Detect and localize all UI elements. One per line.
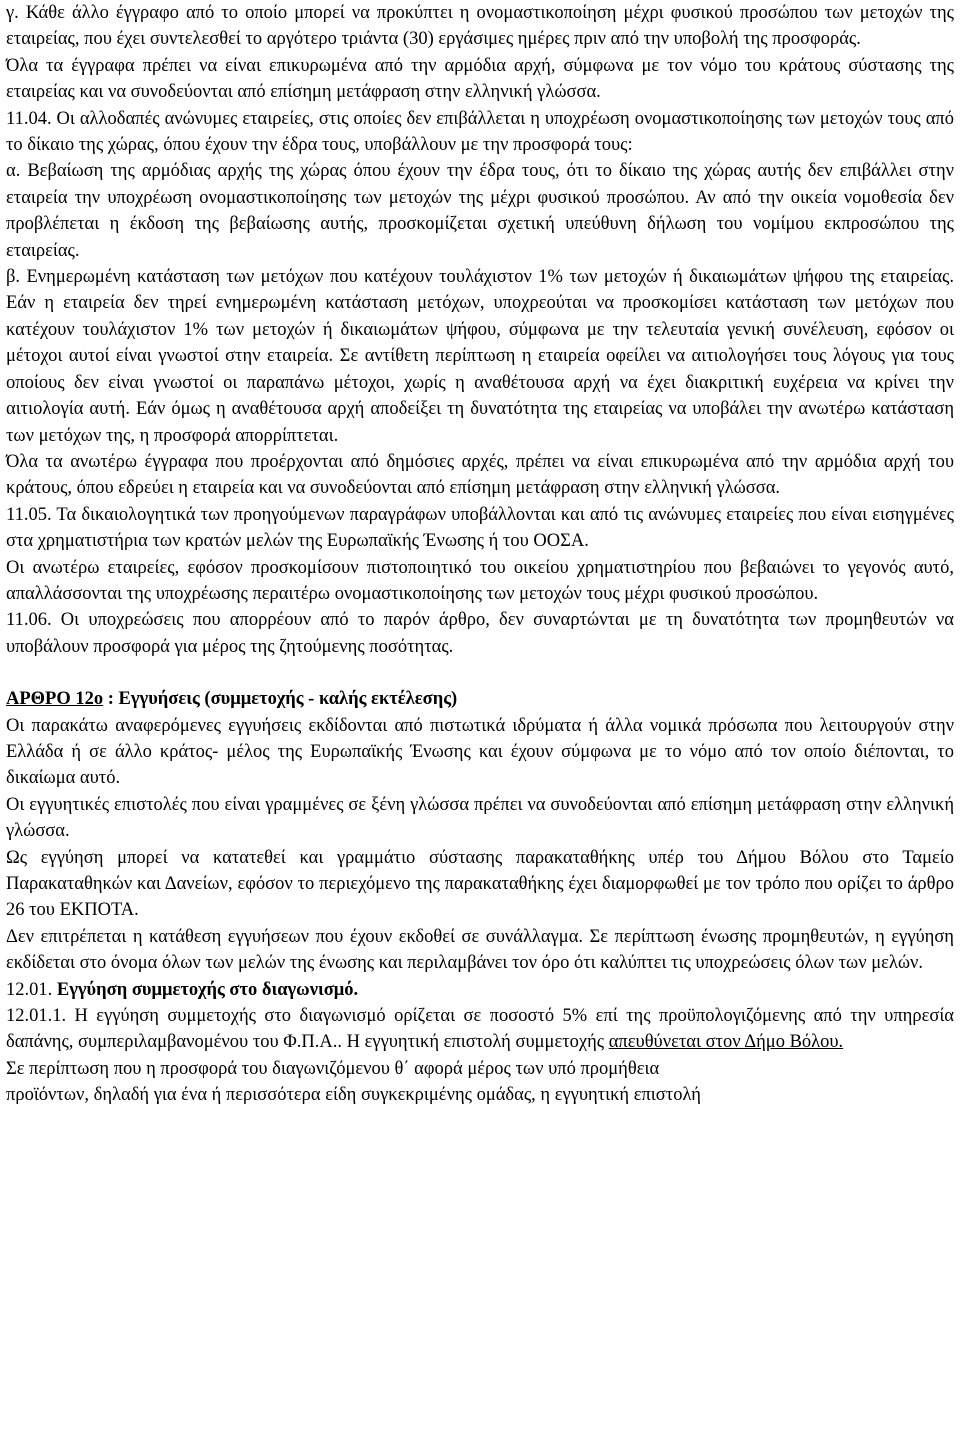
clause-12-01-1: [6, 1003, 954, 1056]
article-heading: [6, 686, 954, 712]
paragraph: Όλα τα ανωτέρω έγγραφα που προέρχονται από δημόσιες αρχές, πρέπει να είναι επικυρωμένα από την αρμόδια αρχή του κράτους, όπου εδρεύει η εταιρεία και να συνοδεύονται από επίσημη μετάφραση στην ελληνική γλώσσα.: [6, 451, 954, 499]
paragraph: α. Βεβαίωση της αρμόδιας αρχής της χώρας όπου έχουν την έδρα τους, ότι το δίκαιο της χώρας αυτής δεν επιβάλλει στην εταιρεία την υποχρέωση ονομαστικοποίησης των μετοχών της μέχρι φυσικού προσώπου. Αν από την οικεία νομοθεσία δεν προβλέπεται η έκδοση της βεβαίωσης αυτής, προσκομίζεται σχετική υπεύθυνη δήλωση του νομίμου εκπροσώπου της εταιρείας.: [6, 161, 954, 261]
text-line: προϊόντων, δηλαδή για ένα ή περισσότερα είδη συγκεκριμένης ομάδας, η εγγυητική επιστολή: [6, 1085, 701, 1106]
article-heading-separator: :: [103, 689, 119, 710]
paragraph: 11.06. Οι υποχρεώσεις που απορρέουν από το παρόν άρθρο, δεν συναρτώνται με τη δυνατότητα των προμηθευτών να υποβάλουν προσφορά για μέρος της ζητούμενης ποσότητας.: [6, 610, 954, 657]
paragraph: γ. Κάθε άλλο έγγραφο από το οποίο μπορεί να προκύπτει η ονομαστικοποίηση μέχρι φυσικού προσώπου των μετοχών της εταιρείας, που έχει συντελεσθεί το αργότερο τριάντα (30) εργάσιμες ημέρες πριν από την υποβολή της προσφοράς.: [6, 3, 954, 50]
paragraph: Οι εγγυητικές επιστολές που είναι γραμμένες σε ξένη γλώσσα πρέπει να συνοδεύονται από επίσημη μετάφραση στην ελληνική γλώσσα.: [6, 794, 954, 842]
article-heading-title: Εγγυήσεις (συμμετοχής - καλής εκτέλεσης): [118, 689, 458, 710]
clause-underlined-text: απευθύνεται στον Δήμο Βόλου.: [608, 1032, 844, 1053]
subsection-title: Εγγύηση συμμετοχής στο διαγωνισμό.: [56, 979, 359, 1000]
text-line: Σε περίπτωση που η προσφορά του διαγωνιζόμενου θ΄ αφορά μέρος των υπό προμήθεια: [6, 1058, 660, 1079]
paragraph: Δεν επιτρέπεται η κατάθεση εγγυήσεων που έχουν εκδοθεί σε συνάλλαγμα. Σε περίπτωση ένωσης προμηθευτών, η εγγύηση εκδίδεται στο όνομα όλων των μελών της ένωσης και περιλαμβάνει τον όρο ότι καλύπτει τις υποχρεώσεις όλων των μελών.: [6, 926, 954, 974]
paragraph: 11.05. Τα δικαιολογητικά των προηγούμενων παραγράφων υποβάλλονται και από τις ανώνυμες εταιρείες που είναι εισηγμένες στα χρηματιστήρια των κρατών μελών της Ευρωπαϊκής Ένωσης ή του ΟΟΣΑ.: [6, 504, 954, 552]
article-heading-label: ΑΡΘΡΟ 12ο: [6, 689, 104, 710]
subsection-heading: [6, 977, 954, 1003]
paragraph: β. Ενημερωμένη κατάσταση των μετόχων που κατέχουν τουλάχιστον 1% των μετοχών ή δικαιωμάτων ψήφου της εταιρείας. Εάν η εταιρεία δεν τηρεί ενημερωμένη κατάσταση μετόχων, υποχρεούται να προσκομίσει κατάσταση των μετόχων που κατέχουν τουλάχιστον 1% των μετοχών ή δικαιωμάτων ψήφου, σύμφωνα με την τελευταία γενική συνέλευση, εφόσον οι μέτοχοι αυτοί είναι γνωστοί στην εταιρεία. Σε αντίθετη περίπτωση η εταιρεία οφείλει να αιτιολογήσει τους λόγους για τους οποίους δεν είναι γνωστοί οι παραπάνω μέτοχοι, χωρίς η αναθέτουσα αρχή να έχει διακριτική ευχέρεια να κρίνει την αιτιολογία αυτή. Εάν όμως η αναθέτουσα αρχή αποδείξει τη δυνατότητα της εταιρείας να υποβάλει την ανωτέρω κατάσταση των μετόχων της, η προσφορά απορρίπτεται.: [6, 267, 954, 446]
clause-text: 12.01.1. Η εγγύηση συμμετοχής στο διαγωνισμό ορίζεται σε ποσοστό 5% επί της προϋπολογιζόμενης από την υπηρεσία δαπάνης, συμπεριλαμβανομένου του Φ.Π.Α.. Η εγγυητική επιστολή συμμετοχής: [6, 1006, 954, 1053]
paragraph: Οι ανωτέρω εταιρείες, εφόσον προσκομίσουν πιστοποιητικό του οικείου χρηματιστηρίου που βεβαιώνει το γεγονός αυτό, απαλλάσσονται της υποχρέωσης περαιτέρω ονομαστικοποίησης των μετοχών τους μέχρι φυσικού προσώπου.: [6, 557, 954, 604]
subsection-number: 12.01.: [6, 979, 53, 1000]
paragraph: 11.04. Οι αλλοδαπές ανώνυμες εταιρείες, στις οποίες δεν επιβάλλεται η υποχρέωση ονομαστικοποίησης των μετοχών τους από το δίκαιο της χώρας, όπου έχουν την έδρα τους, υποβάλλουν με την προσφορά τους:: [6, 108, 954, 156]
paragraph: Οι παρακάτω αναφερόμενες εγγυήσεις εκδίδονται από πιστωτικά ιδρύματα ή άλλα νομικά πρόσωπα που λειτουργούν στην Ελλάδα ή σε άλλο κράτος- μέλος της Ευρωπαϊκής Ένωσης και έχουν σύμφωνα με το νόμο από τον οποίο διέπονται, το δικαίωμα αυτό.: [6, 715, 954, 789]
paragraph: Όλα τα έγγραφα πρέπει να είναι επικυρωμένα από την αρμόδια αρχή, σύμφωνα με τον νόμο του κράτους σύστασης της εταιρείας και να συνοδεύονται από επίσημη μετάφραση στην ελληνική γλώσσα.: [6, 55, 954, 103]
paragraph: Ως εγγύηση μπορεί να κατατεθεί και γραμμάτιο σύστασης παρακαταθήκης υπέρ του Δήμου Βόλου στο Ταμείο Παρακαταθηκών και Δανείων, εφόσον το περιεχόμενο της παρακαταθήκης έχει διαμορφωθεί με τον τρόπο που ορίζει το άρθρο 26 του ΕΚΠΟΤΑ.: [6, 847, 954, 921]
section-gap: [6, 660, 954, 686]
